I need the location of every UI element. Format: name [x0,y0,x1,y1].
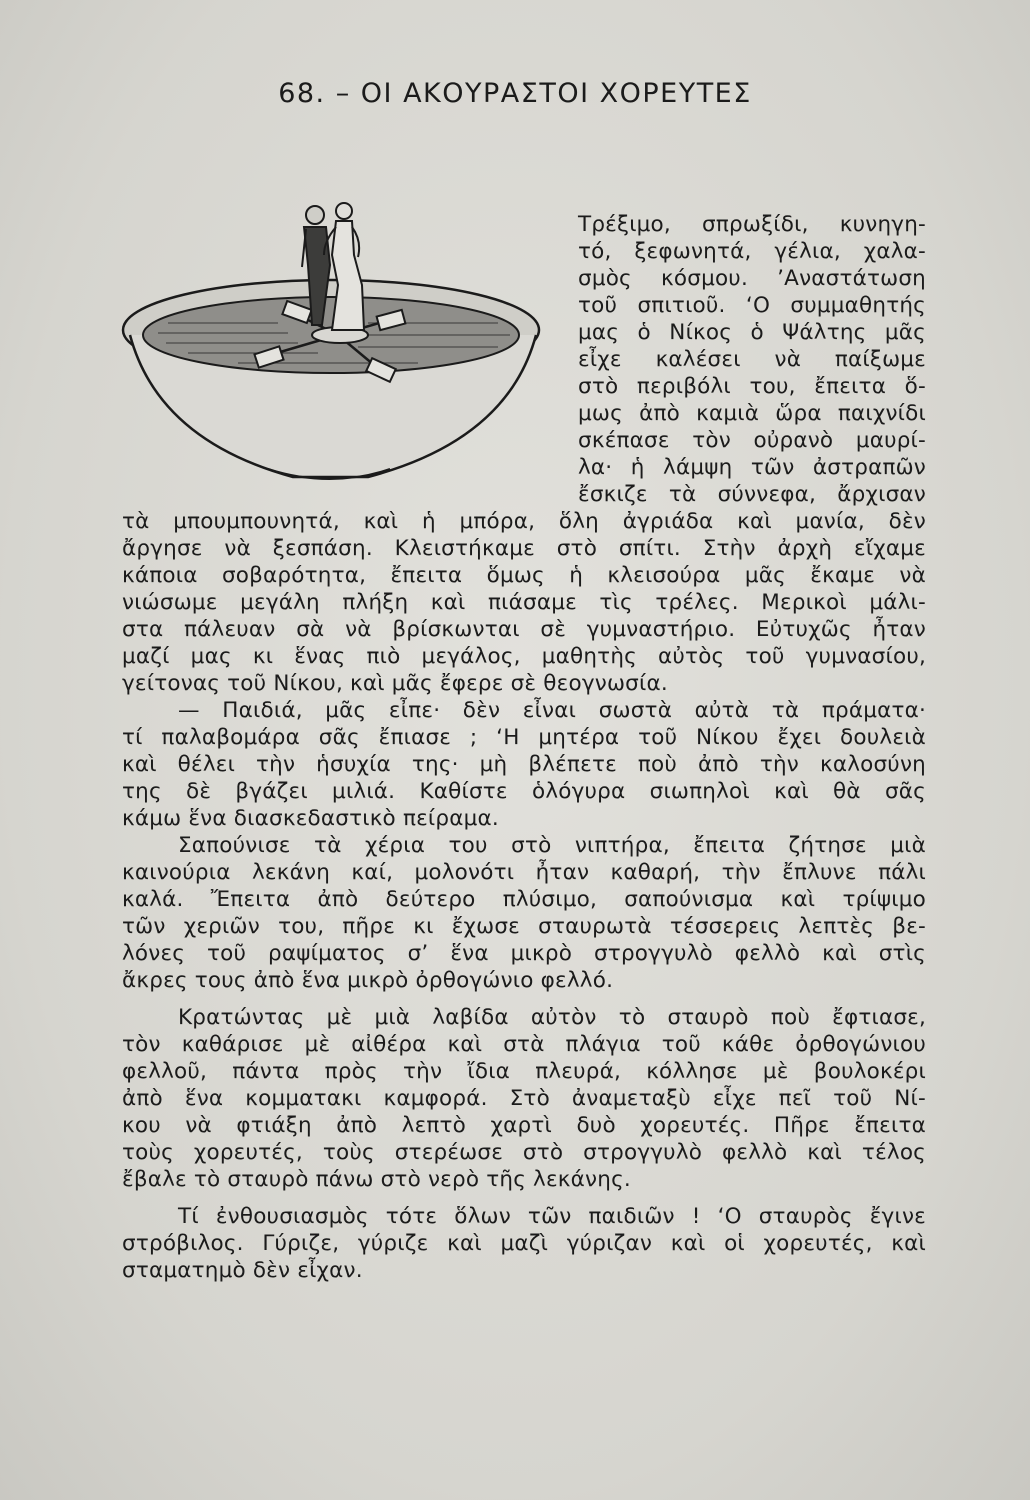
text-line: τό, ξεφωνητά, γέλια, χαλα- [578,239,926,264]
text-line: Σαπούνισε τὰ χέρια του στὸ νιπτήρα, ἔπειτα ζήτησε μιὰ [178,833,926,858]
text-line: λα· ἡ λάμψη τῶν ἀστραπῶν [578,455,926,480]
text-line: σταματημὸ δὲν εἶχαν. [122,1258,363,1283]
text-line: μαζί μας κι ἕνας πιὸ μεγάλος, μαθητὴς αὐτὸς τοῦ γυμνασίου, [122,644,926,669]
dancers-in-basin-illustration [118,195,558,495]
text-line: γείτονας τοῦ Νίκου, καὶ μᾶς ἔφερε σὲ θεογνωσία. [122,671,668,696]
text-line: ἄργησε νὰ ξεσπάση. Κλειστήκαμε στὸ σπίτι. Στὴν ἀρχὴ εἴχαμε [122,536,926,561]
text-line: κου νὰ φτιάξη ἀπὸ λεπτὸ χαρτὶ δυὸ χορευτές. Πῆρε ἔπειτα [122,1113,926,1138]
text-line: τοὺς χορευτές, τοὺς στερέωσε στὸ στρογγυλὸ φελλὸ καὶ τέλος [122,1140,926,1165]
text-line: στρόβιλος. Γύριζε, γύριζε καὶ μαζὶ γύριζαν καὶ οἱ χορευτές, καὶ [122,1231,926,1256]
text-line: τὰ μπουμπουνητά, καὶ ἡ μπόρα, ὅλη ἀγριάδα καὶ μανία, δὲν [122,509,926,534]
text-line: ἄκρες τους ἀπὸ ἕνα μικρὸ ὀρθογώνιο φελλό. [122,968,614,993]
text-line: μας ὁ Νίκος ὁ Ψάλτης μᾶς [578,320,926,345]
text-line: νιώσωμε μεγάλη πλήξη καὶ πιάσαμε τὶς τρέλες. Μερικοὶ μάλι- [122,590,926,615]
text-line: ἀπὸ ἕνα κομματακι καμφορά. Στὸ ἀναμεταξὺ εἶχε πεῖ τοῦ Νί- [122,1086,926,1111]
text-line: καλά. Ἔπειτα ἀπὸ δεύτερο πλύσιμο, σαπούνισμα καὶ τρίψιμο [122,887,926,912]
text-line: σμὸς κόσμου. ’Αναστάτωση [578,266,926,291]
text-line: λόνες τοῦ ραψίματος σ’ ἕνα μικρὸ στρογγυλὸ φελλὸ καὶ στὶς [122,941,926,966]
text-line: καὶ θέλει τὴν ἡσυχία της· μὴ βλέπετε ποὺ ἀπὸ τὴν καλοσύνη [122,752,926,777]
text-line: τὸν καθάρισε μὲ αἰθέρα καὶ στὰ πλάγια τοῦ κάθε ὀρθογώνιου [122,1032,926,1057]
text-line: σκέπασε τὸν οὐρανὸ μαυρί- [578,428,926,453]
text-line: τῶν χεριῶν του, πῆρε κι ἔχωσε σταυρωτὰ τέσσερεις λεπτὲς βε- [122,914,926,939]
text-line: τί παλαβομάρα σᾶς ἔπιασε ; ‘Η μητέρα τοῦ Νίκου ἔχει δουλειὰ [122,725,926,750]
text-line: εἶχε καλέσει νὰ παίξωμε [578,347,926,372]
text-line: κάμω ἕνα διασκεδαστικὸ πείραμα. [122,806,499,831]
text-line: Τί ἐνθουσιασμὸς τότε ὅλων τῶν παιδιῶν ! ‘Ο σταυρὸς ἔγινε [178,1204,926,1229]
text-line: στα πάλευαν σὰ νὰ βρίσκωνται σὲ γυμναστήριο. Εὐτυχῶς ἦταν [122,617,926,642]
text-line: μως ἀπὸ καμιὰ ὥρα παιχνίδι [578,401,926,426]
text-line: ἔσκιζε τὰ σύννεφα, ἄρχισαν [578,482,926,507]
text-line: ἔβαλε τὸ σταυρὸ πάνω στὸ νερὸ τῆς λεκάνης. [122,1167,631,1192]
text-line: της δὲ βγάζει μιλιά. Καθίστε ὁλόγυρα σιωπηλοὶ καὶ θὰ σᾶς [122,779,926,804]
page-title: 68. – ΟΙ ΑΚΟΥΡΑΣΤΟΙ ΧΟΡΕΥΤΕΣ [278,78,752,109]
text-line: Κρατώντας μὲ μιὰ λαβίδα αὐτὸν τὸ σταυρὸ ποὺ ἔφτιασε, [178,1005,926,1030]
text-line: κάποια σοβαρότητα, ἔπειτα ὅμως ἡ κλεισούρα μᾶς ἔκαμε νὰ [122,563,926,588]
text-line: φελλοῦ, πάντα πρὸς τὴν ἴδια πλευρά, κόλλησε μὲ βουλοκέρι [122,1059,926,1084]
text-line: — Παιδιά, μᾶς εἶπε· δὲν εἶναι σωστὰ αὐτὰ τὰ πράματα· [178,698,926,723]
text-line: καινούρια λεκάνη καί, μολονότι ἦταν καθαρή, τὴν ἔπλυνε πάλι [122,860,926,885]
text-line: στὸ περιβόλι του, ἔπειτα ὅ- [578,374,926,399]
text-line: τοῦ σπιτιοῦ. ‘Ο συμμαθητής [578,293,926,318]
text-line: Τρέξιμο, σπρωξίδι, κυνηγη- [578,212,926,237]
